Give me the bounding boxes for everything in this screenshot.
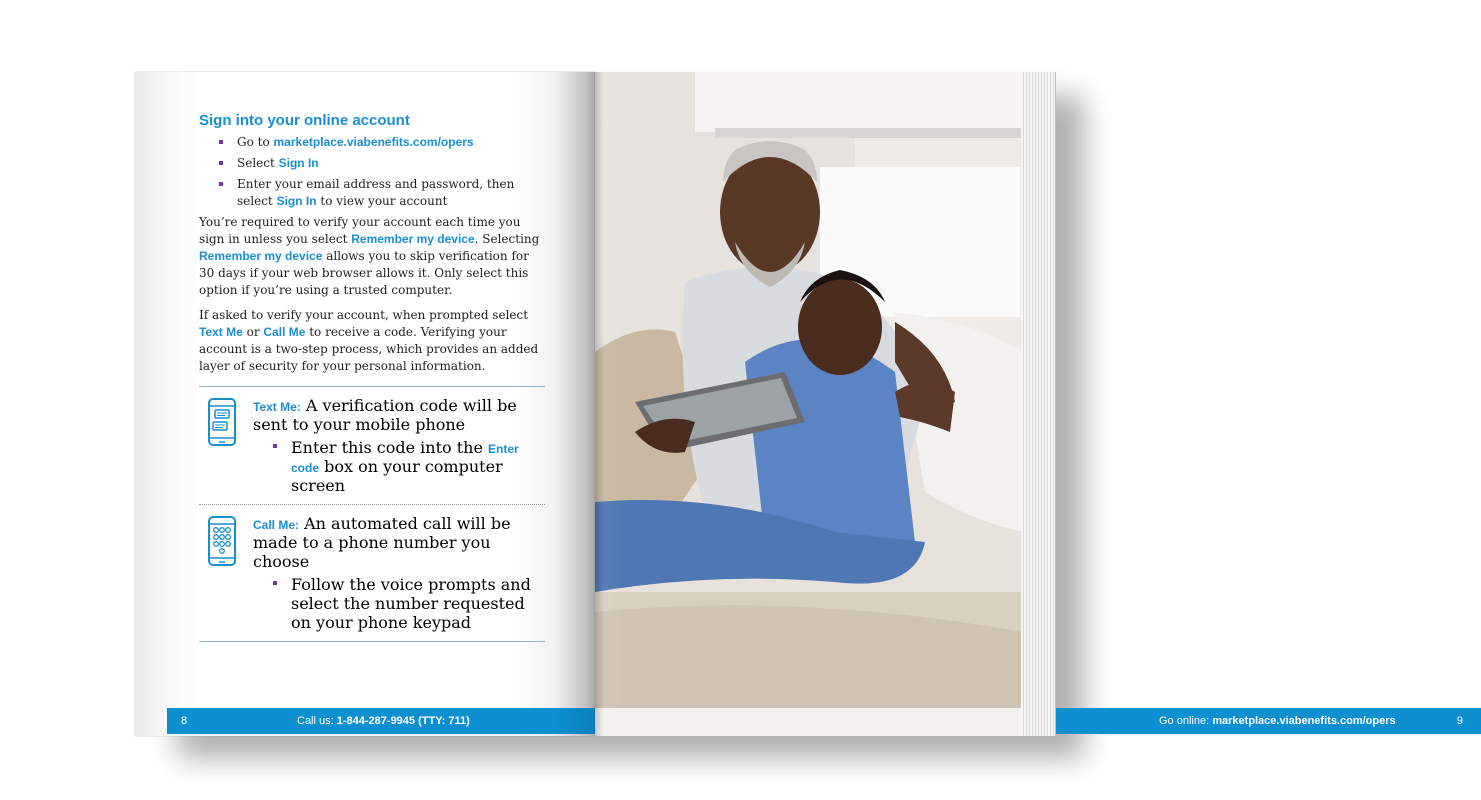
call-me-label: Call Me: [253,518,300,532]
left-footer-bar [167,708,595,734]
phone-number: 1-844-287-9945 (TTY: 711) [336,715,470,727]
sign-in-link: Sign In [276,194,317,208]
bullet-icon [219,161,223,165]
right-page [595,72,1463,736]
keypad-phone-icon [207,515,237,571]
call-me-option: Call Me: An automated call will be made to a phone number you choose Follow the voice prompts and select the number requested on your phone keypad [199,505,545,642]
remember-device-paragraph: You’re required to verify your account each time you sign in unless you select Remember my device. Selecting Remember my device allows you to skip verification for 30 days if your web browser allows it. Only select this option if you’re using a trusted computer. [199,215,540,297]
bullet-icon [219,182,223,186]
list-item: Enter this code into the Enter code box on your computer screen [253,438,545,495]
left-page-content [199,112,545,383]
section-heading: Sign into your online account [199,112,410,129]
family-tablet-photo [595,72,1023,708]
verification-options-box [199,386,545,642]
list-item: Select Sign In [199,155,545,172]
page-number: 9 [1456,715,1463,727]
text-me-option: Text Me: A verification code will be sent to your mobile phone Enter this code into the Enter code box on your computer screen [199,386,545,505]
left-page [135,72,595,736]
text-me-label: Text Me: [253,400,301,414]
marketplace-link[interactable]: marketplace.viabenefits.com/opers [273,135,474,149]
open-brochure [135,72,1463,736]
go-online-text: Go online: marketplace.viabenefits.com/opers [1159,715,1396,727]
page-edges [1021,72,1056,736]
list-item: Go to marketplace.viabenefits.com/opers [199,134,545,151]
page-number: 8 [181,715,188,727]
online-url[interactable]: marketplace.viabenefits.com/opers [1212,715,1396,727]
sign-in-steps [199,134,545,210]
bullet-icon [273,444,277,448]
text-message-phone-icon [207,397,237,451]
bullet-icon [273,581,277,585]
sign-in-link: Sign In [278,156,319,170]
list-item: Enter your email address and password, then select Sign In to view your account [199,176,545,210]
list-item: Follow the voice prompts and select the number requested on your phone keypad [253,575,545,632]
right-footer-bar [1055,708,1481,734]
call-us-text: Call us: 1-844-287-9945 (TTY: 711) [297,715,470,727]
verify-account-paragraph: If asked to verify your account, when prompted select Text Me or Call Me to receive a code. Verifying your account is a two-step process, which provides an added layer of security for your personal information. [199,308,539,373]
bullet-icon [219,140,223,144]
